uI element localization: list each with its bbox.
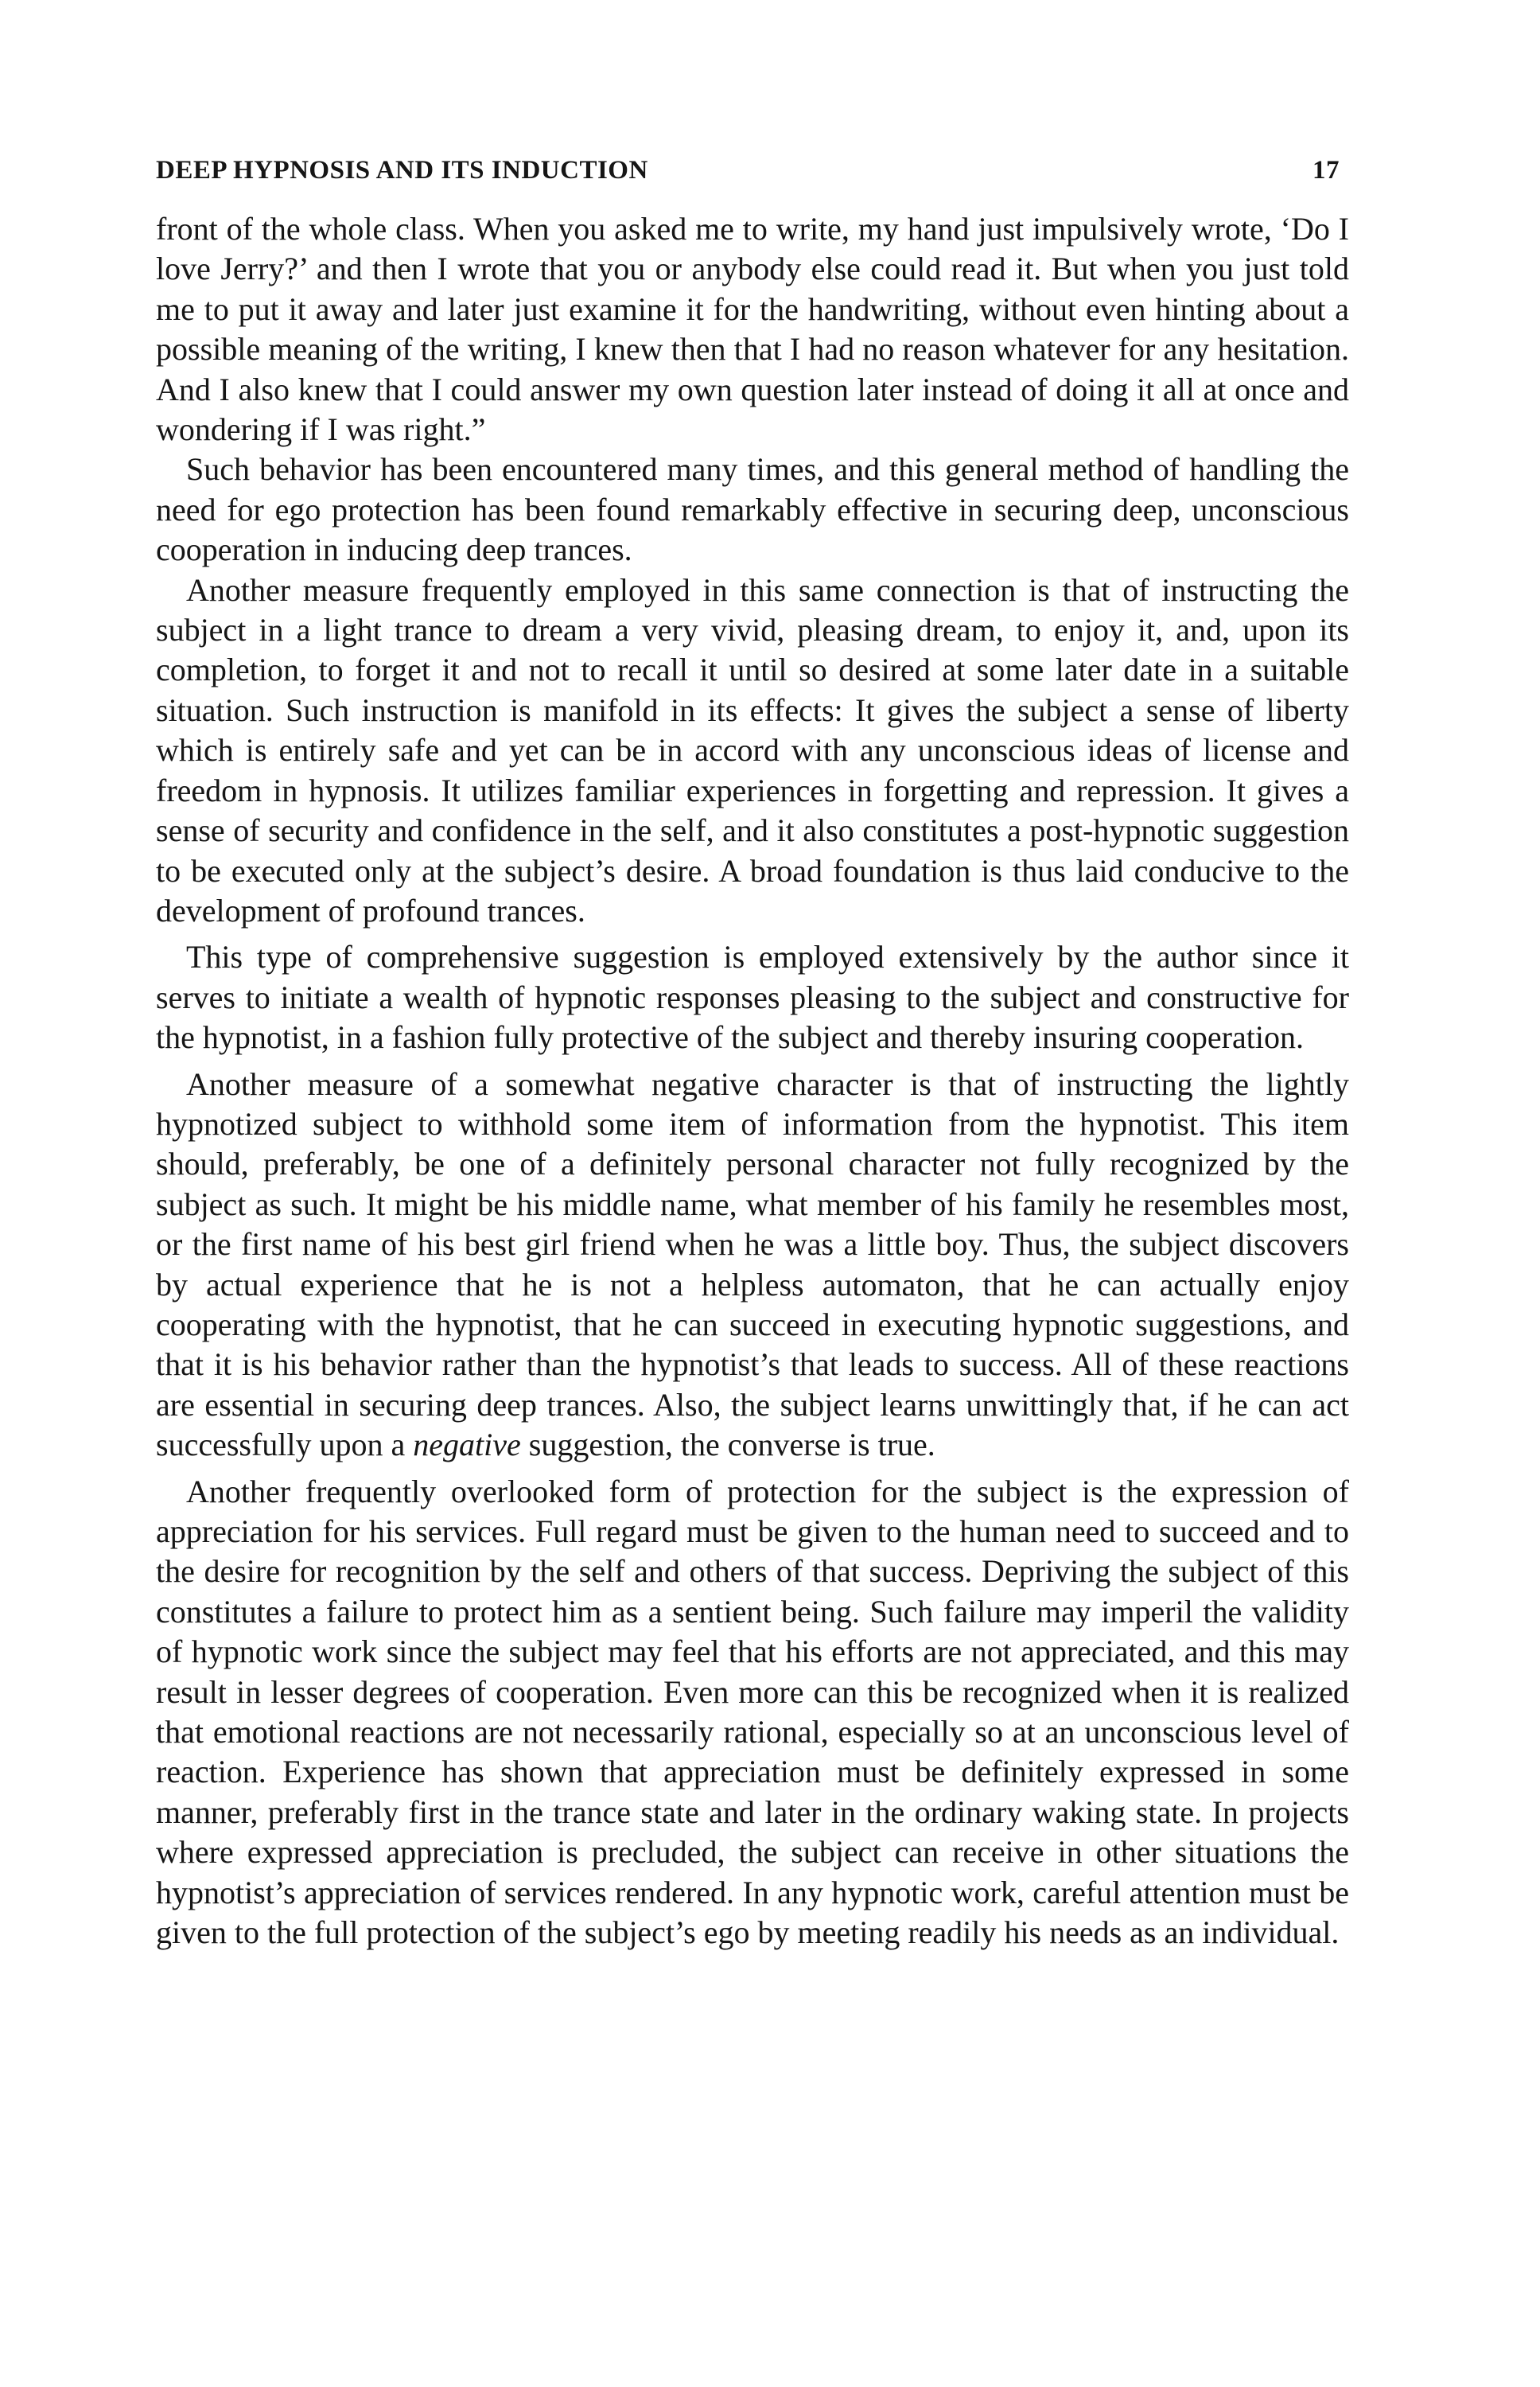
paragraph-continuation: front of the whole class. When you asked me to write, my hand just impulsively wrote, ‘Do I love Jerry?’ and then I wrote that you or anybody else could read it. But when you just told me to put it away and later just examine it for the handwriting, without even hinting about a possible meaning of the writing, I knew then that I had no reason whatever for any hesitation. And I also knew that I could answer my own question later instead of doing it all at once and wondering if I was right.” (156, 211, 1349, 448)
body-text (156, 209, 1349, 1953)
paragraph-negative-measure (156, 1065, 1349, 1466)
running-title: DEEP HYPNOSIS AND ITS INDUCTION (156, 156, 648, 185)
emphasis-negative: negative (413, 1427, 521, 1463)
negative-measure-text: Another measure of a somewhat negative character is that of instructing the lightly hypnotized subject to withhold some item of information from the hypnotist. This item should, preferably, be one of a definitely personal character not fully recognized by the subject as such. It might be his middle name, what member of his family he resembles most, or the first name of his best girl friend when he was a little boy. Thus, the subject discovers by actual experience that he is not a helpless automaton, that he can actually enjoy cooperating with the hypnotist, that he can succeed in executing hypnotic suggestions, and that it is his behavior rather than the hypnotist’s that leads to success. All of these reactions are essential in securing deep trances. Also, the subject learns unwittingly that, if he can act successfully upon a (156, 1065, 1349, 1463)
running-header (156, 156, 1349, 185)
book-page (156, 156, 1349, 1953)
negative-measure-tail: suggestion, the converse is true. (528, 1427, 935, 1463)
page-number: 17 (1312, 156, 1340, 185)
paragraph-ego-protection: Such behavior has been encountered many times, and this general method of handling the need for ego protection has been found remarkably effective in securing deep, unconscious cooperation in inducing deep trances. (156, 451, 1349, 568)
paragraph-dream-instruction: Another measure frequently employed in this same connection is that of instructing the subject in a light trance to dream a very vivid, pleasing dream, to enjoy it, and, upon its completion, to forget it and not to recall it until so desired at some later date in a suitable situation. Such instruction is manifold in its effects: It gives the subject a sense of liberty which is entirely safe and yet can be in accord with any unconscious ideas of license and freedom in hypnosis. It utilizes familiar experiences in forgetting and repression. It gives a sense of security and confidence in the self, and it also constitutes a post-hypnotic suggestion to be executed only at the subject’s desire. A broad foundation is thus laid conducive to the development of profound trances. (156, 571, 1349, 929)
paragraph-comprehensive-suggestion: This type of comprehensive suggestion is employed extensively by the author since it serves to initiate a wealth of hypnotic responses pleasing to the subject and constructive for the hypnotist, in a fashion fully protective of the subject and thereby insuring cooperation. (156, 939, 1349, 1056)
paragraph-appreciation: Another frequently overlooked form of protection for the subject is the expression of appreciation for his services. Full regard must be given to the human need to succeed and to the desire for recognition by the self and others of that success. Depriving the subject of this constitutes a failure to protect him as a sentient being. Such failure may imperil the validity of hypnotic work since the subject may feel that his efforts are not appreciated, and this may result in lesser degrees of cooperation. Even more can this be recognized when it is realized that emotional reactions are not necessarily rational, especially so at an unconscious level of reaction. Experience has shown that appreciation must be definitely expressed in some manner, preferably first in the trance state and later in the ordinary waking state. In projects where expressed appreciation is precluded, the subject can receive in other situations the hypnotist’s appreciation of services rendered. In any hypnotic work, careful attention must be given to the full protection of the subject’s ego by meeting readily his needs as an individual. (156, 1473, 1349, 1951)
